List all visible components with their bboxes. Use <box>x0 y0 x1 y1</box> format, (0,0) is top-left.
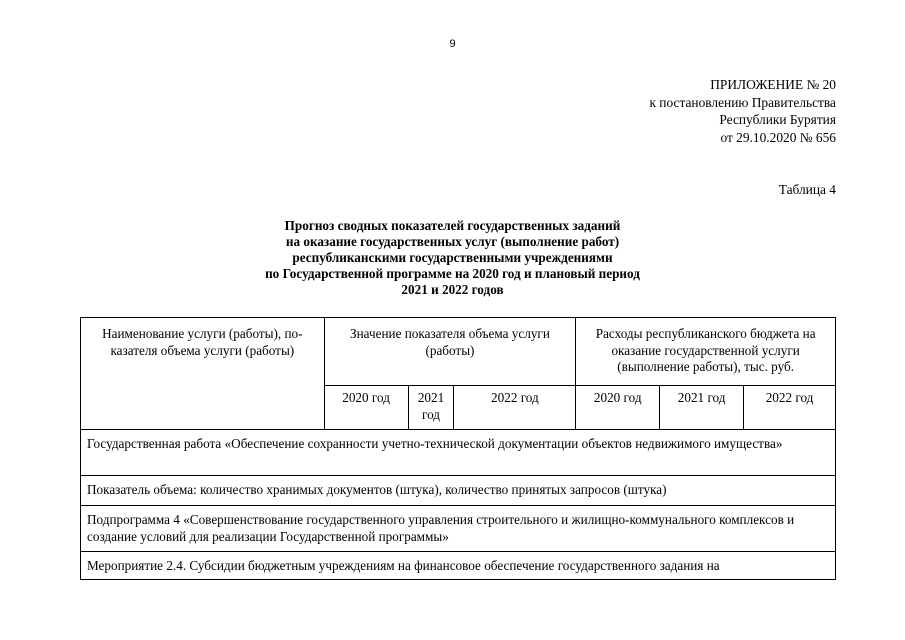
title-line-5: 2021 и 2022 годов <box>401 282 504 297</box>
table-label: Таблица 4 <box>778 182 836 197</box>
title-line-2: на оказание государственных услуг (выполнение работ) <box>285 234 620 249</box>
header-budget-expenses: Расходы республиканского бюджета на оказание государственной услуги (выполнение работы), тыс. руб. <box>576 318 836 386</box>
header-expense-year-2021: 2021 год <box>660 386 744 430</box>
document-title <box>0 218 905 298</box>
appendix-line-4: от 29.10.2020 № 656 <box>720 129 836 145</box>
appendix-line-1: ПРИЛОЖЕНИЕ № 20 <box>710 77 836 92</box>
title-line-3: республиканскими государственными учреждениями <box>292 250 613 265</box>
title-line-4: по Государственной программе на 2020 год и плановый период <box>265 266 640 281</box>
table-row: Показатель объема: количество хранимых документов (штука), количество принятых запросов (штука) <box>81 476 836 506</box>
header-value-year-2020: 2020 год <box>324 386 408 430</box>
forecast-table <box>80 317 836 580</box>
appendix-block <box>649 76 836 146</box>
table-row: Мероприятие 2.4. Субсидии бюджетным учреждениям на финансовое обеспечение государственного задания на <box>81 552 836 580</box>
header-service-name: Наименование услуги (работы), по-казателя объема услуги (работы) <box>81 318 325 430</box>
table-row: Государственная работа «Обеспечение сохранности учетно-технической документации объектов недвижимого имущества» <box>81 430 836 476</box>
header-value-year-2022: 2022 год <box>454 386 576 430</box>
header-expense-year-2020: 2020 год <box>576 386 660 430</box>
header-volume-value: Значение показателя объема услуги (работы) <box>324 318 576 386</box>
header-expense-year-2022: 2022 год <box>744 386 836 430</box>
appendix-line-3: Республики Бурятия <box>719 112 836 127</box>
title-line-1: Прогноз сводных показателей государственных заданий <box>284 218 621 233</box>
table-row: Подпрограмма 4 «Совершенствование государственного управления строительного и жилищно-коммунального комплексов и создание условий для реализации Государственной программы» <box>81 506 836 552</box>
appendix-line-2: к постановлению Правительства <box>649 94 836 110</box>
header-value-year-2021: 2021 год <box>408 386 454 430</box>
page-number: 9 <box>449 38 456 50</box>
